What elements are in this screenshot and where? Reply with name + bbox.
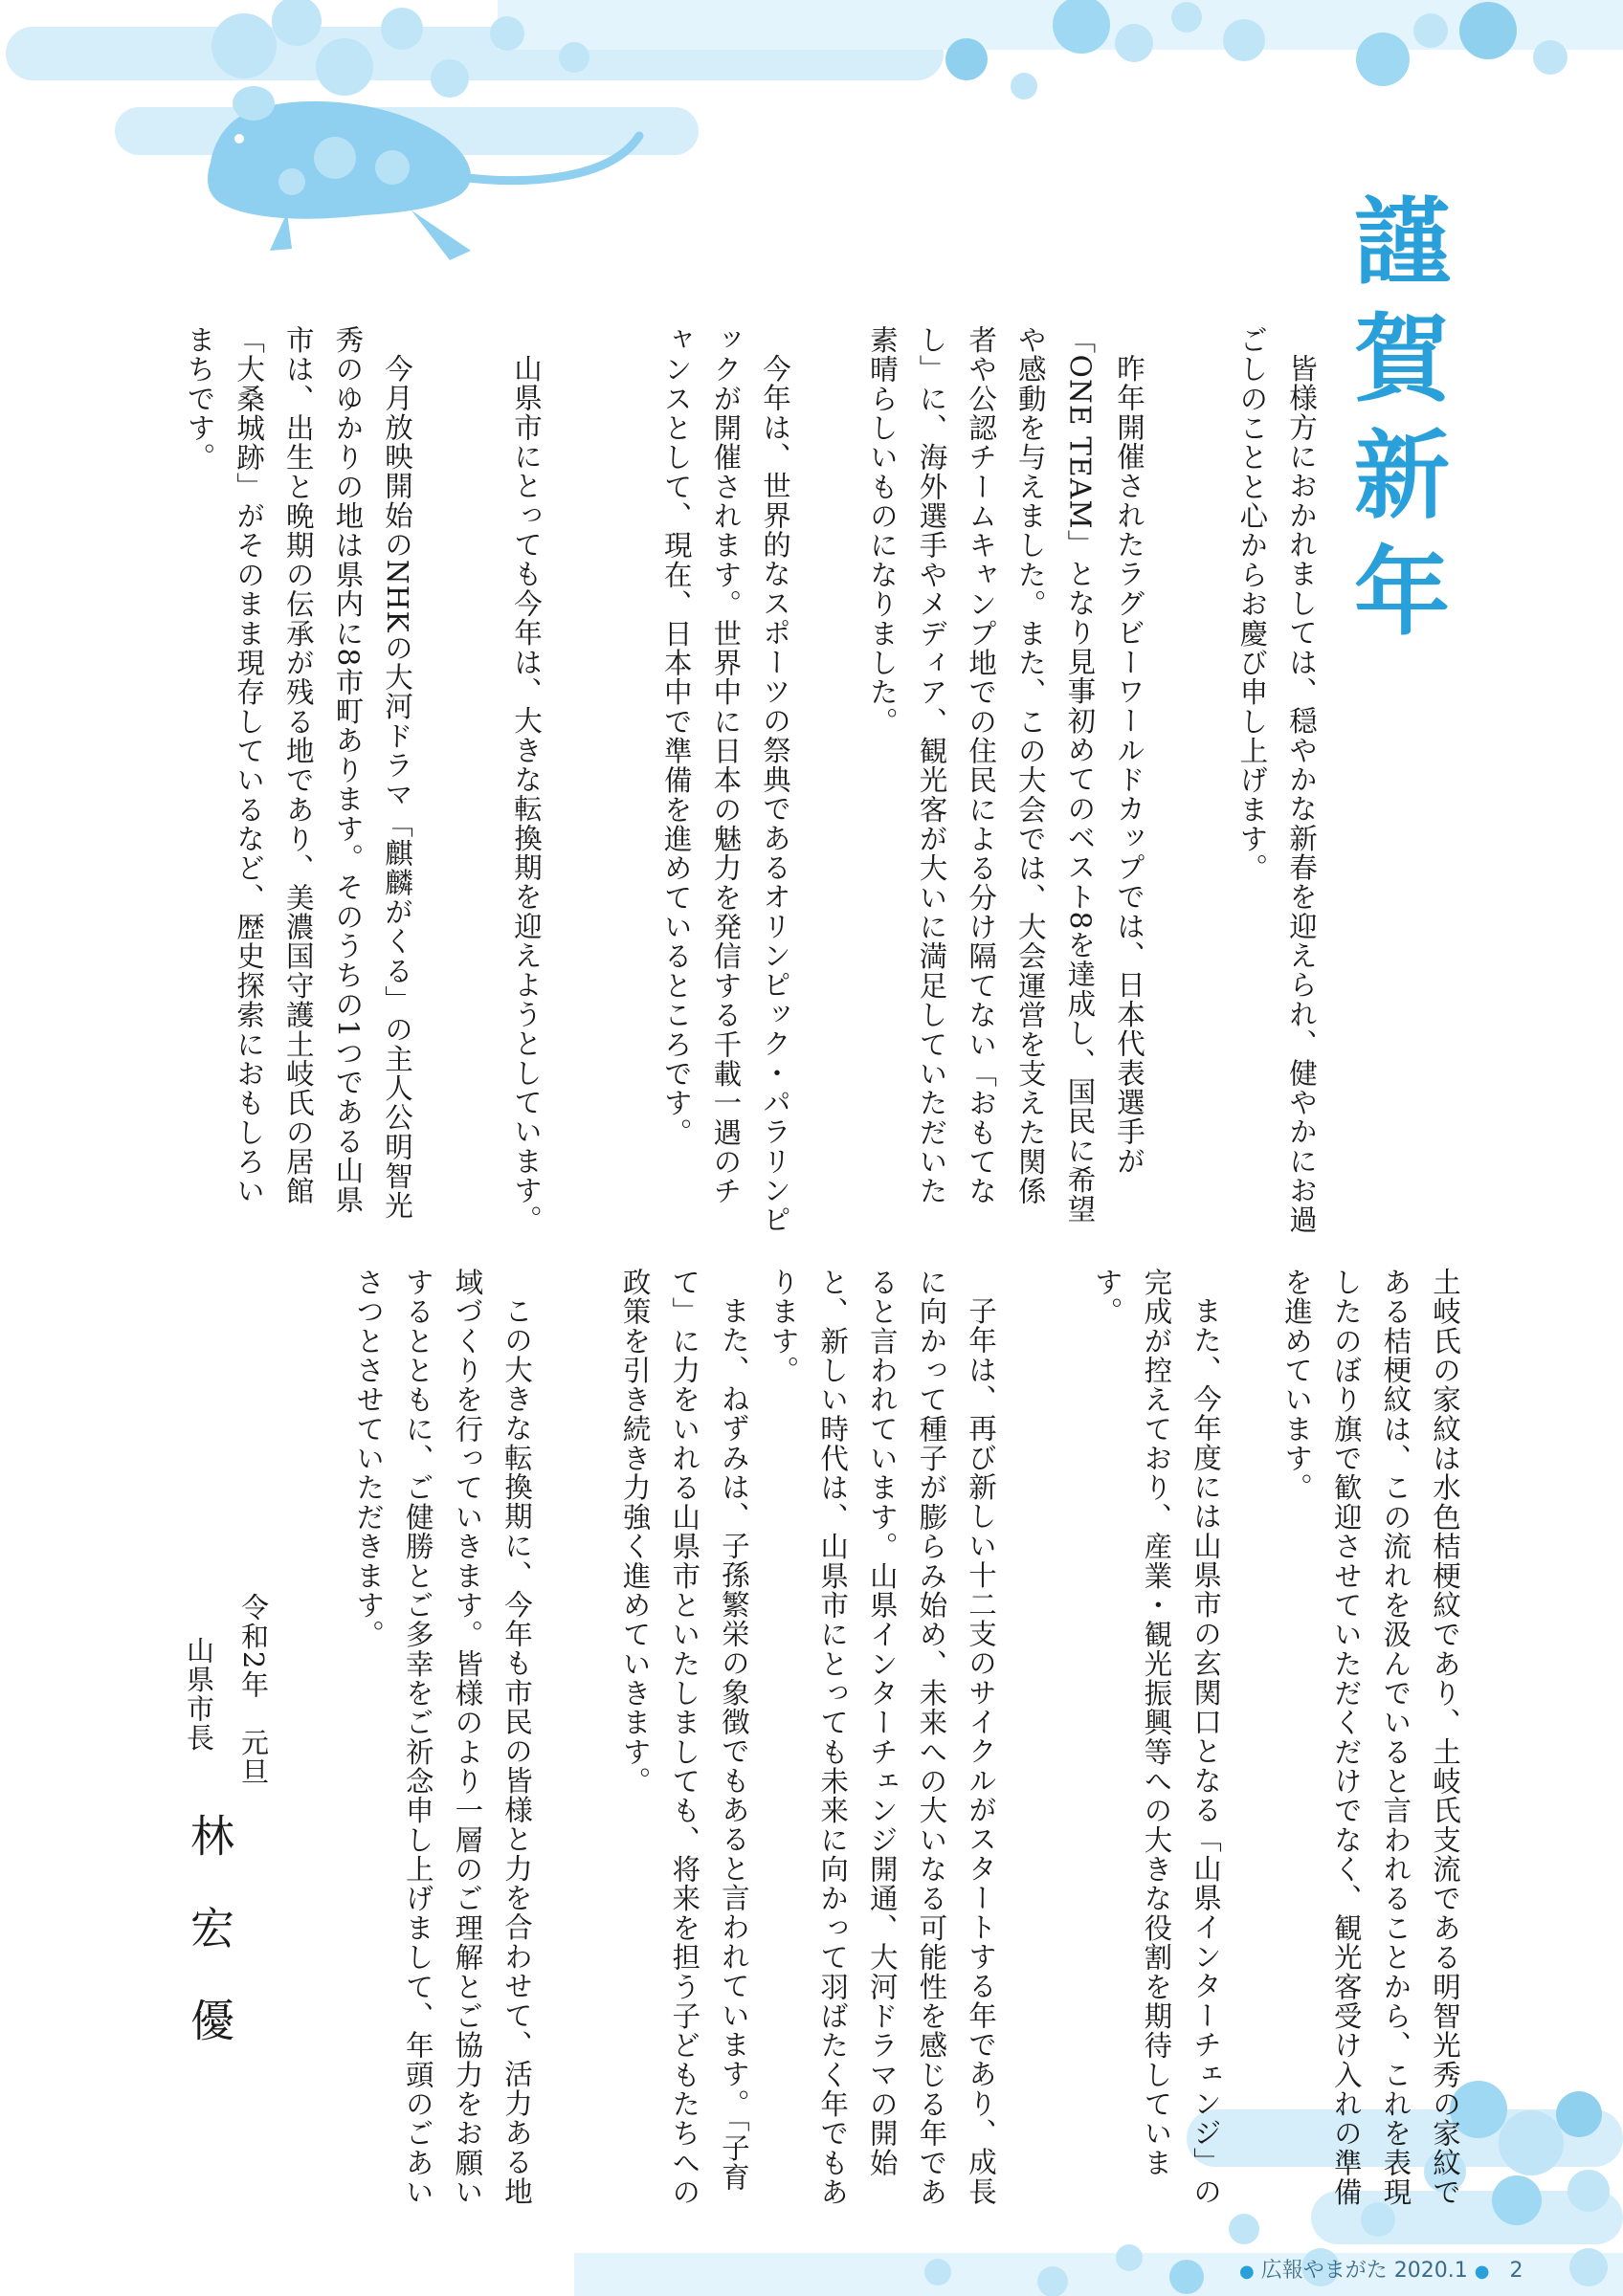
interchange-paragraph-block bbox=[1072, 1268, 1230, 2224]
signature-date: 令和2年 元旦 bbox=[237, 1593, 270, 1787]
rat-year-paragraph-1: 子年は、再び新しい十二支のサイクルがスタートする年であり、成長に向かって種子が膨らみ始め、未来への大いなる可能性を感じる年であると言われています。山県インターチェンジ開通、大河ドラマの開始と、新しい時代は、山県市にとっても未来に向かって羽ばたく年でもあります。 bbox=[767, 1268, 997, 2207]
rugby-paragraph-block bbox=[856, 325, 1153, 1234]
olympics-paragraph: 今年は、世界的なスポーツの祭典であるオリンピック・パラリンピックが開催されます。世界中に日本の魅力を発信する千載一遇のチャンスとして、現在、日本中で準備を進めているところです。 bbox=[659, 325, 791, 1234]
rat-year-paragraph-block bbox=[603, 1268, 1005, 2224]
page-footer bbox=[1239, 2254, 1523, 2284]
olympics-paragraph-block bbox=[598, 325, 799, 1234]
signature-name: 林宏優 bbox=[184, 1813, 235, 2090]
closing-paragraph: この大きな転換期に、今年も市民の皆様と力を合わせて、活力ある地域づくりを行っていきます。皆様のより一層のご理解とご協力をお願いするとともに、ご健勝とご多幸をご祈念申し上げまして、年頭のごあいさつとさせていただきます。 bbox=[352, 1268, 533, 2207]
toki-clan-paragraph-block bbox=[1263, 1268, 1469, 2224]
closing-paragraph-block bbox=[330, 1268, 541, 2224]
publication-name: 広報やまがた bbox=[1260, 2259, 1388, 2283]
rat-year-paragraph-2: また、ねずみは、子孫繁栄の象徴でもあると言われています。「子育て」に力をいれる山県市といたしましても、将来を担う子どもたちへの政策を引き続き力強く進めていきます。 bbox=[618, 1268, 750, 2207]
greeting-paragraph: 皆様方におかれましては、穏やかな新春を迎えられ、健やかにお過ごしのことと心からお慶び申し上げます。 bbox=[1235, 325, 1318, 1234]
bullet-icon: ● bbox=[1474, 2262, 1490, 2282]
page-title: 謹賀新年 bbox=[1338, 191, 1450, 658]
signature-role: 山県市長 bbox=[183, 1636, 215, 1753]
bullet-icon: ● bbox=[1239, 2262, 1255, 2282]
taiga-drama-paragraph-block bbox=[163, 325, 421, 1234]
issue-date: 2020.1 bbox=[1393, 2259, 1468, 2283]
interchange-paragraph: また、今年度には山県市の玄関口となる「山県インターチェンジ」の完成が控えており、産業・観光振興等への大きな役割を期待しています。 bbox=[1090, 1268, 1222, 2206]
turning-point-paragraph-block bbox=[445, 325, 550, 1234]
turning-point-paragraph: 山県市にとっても今年は、大きな転換期を迎えようとしています。 bbox=[510, 353, 543, 1234]
toki-clan-paragraph: 土岐氏の家紋は水色桔梗紋であり、土岐氏支流である明智光秀の家紋である桔梗紋は、この流れを汲んでいると言われることから、これを表現したのぼり旗で歓迎させていただくだけでなく、観光客受け入れの準備を進めています。 bbox=[1280, 1268, 1461, 2207]
greeting-paragraph-block bbox=[1230, 325, 1325, 1234]
taiga-drama-paragraph: 今月放映開始のNHKの大河ドラマ「麒麟がくる」の主人公明智光秀のゆかりの地は県内に8市町あります。そのうちの1つである山県市は、出生と晩期の伝承が残る地であり、美濃国守護土岐氏の居館「大桑城跡」がそのまま現存しているなど、歴史探索におもしろいまちです。 bbox=[183, 325, 413, 1220]
rugby-paragraph: 昨年開催されたラグビーワールドカップでは、日本代表選手が「ONE TEAM」となり見事初めてのベスト8を達成し、国民に希望や感動を与えました。また、この大会では、大会運営を支えた関係者や公認チームキャンプ地での住民による分け隔てない「おもてなし」に、海外選手やメディア、観光客が大いに満足していただいた素晴らしいものになりました。 bbox=[865, 325, 1145, 1225]
page-number: 2 bbox=[1509, 2259, 1523, 2283]
